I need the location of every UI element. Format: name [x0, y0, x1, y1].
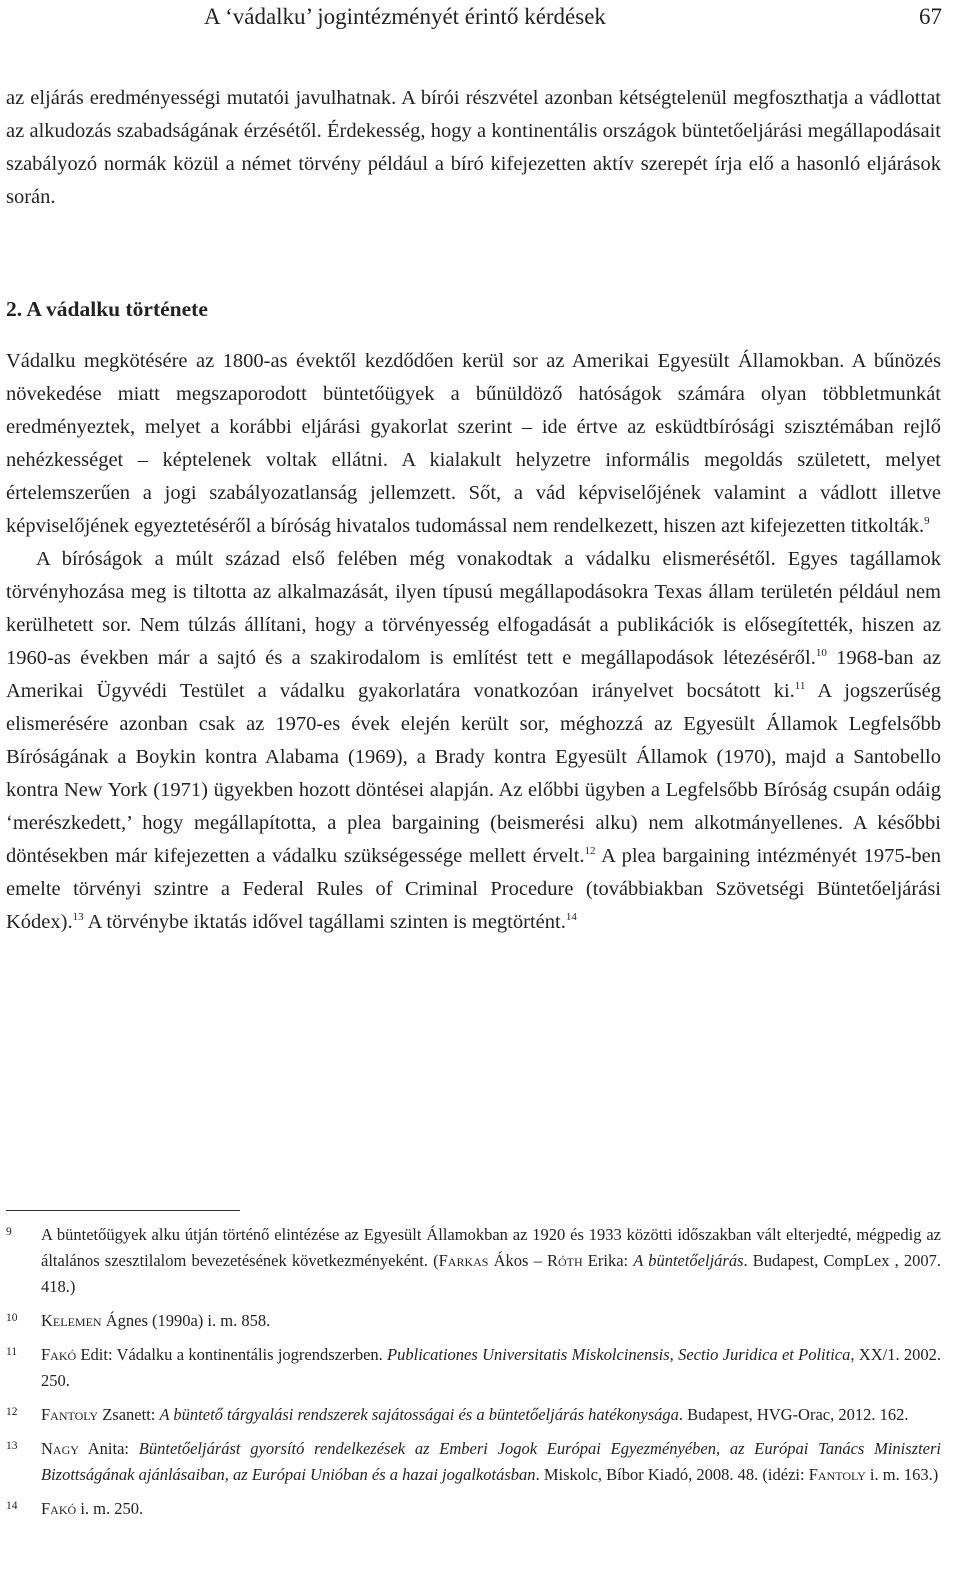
paragraph-history-1: Vádalku megkötésére az 1800-as évektől kezdődően kerül sor az Amerikai Egyesült Államokban. A bűnözés növekedése miatt megszaporodott büntetőügyek a bűnüldöző hatóságok számára olyan többletmunkát eredményeztek, melyet a korábbi eljárási gyakorlat szerint – ide értve az esküdtbírósági szisztémában rejlő nehézkességet – képtelenek voltak ellátni. A kialakult helyzetre informális megoldás született, melyet értelemszerűen a jogi szabályozatlanság jellemzett. Sőt, a vád képviselőjének valamint a vádlott illetve képviselőjének egyeztetéséről a bíróság hivatalos tudomással nem rendelkezett, hiszen azt kifejezetten titkolták.$^9$ — [6, 350, 941, 537]
footnote-number: 11 — [6, 1346, 18, 1358]
footnote-12: 12 Fantoly Zsanett: A büntető tárgyalási rendszerek sajátosságai és a büntetőeljárás hatékonysága. Budapest, HVG-Orac, 2012. 162. — [6, 1402, 941, 1428]
footnote-13: 13 Nagy Anita: Büntetőeljárást gyorsító rendelkezések az Emberi Jogok Európai Egyezményében, az Európai Tanács Miniszteri Bizottságának ajánlásaiban, az Európai Unióban és a hazai jogalkotásban. Miskolc, Bíbor Kiadó, 2008. 48. (idézi: Fantoly i. m. 163.) — [6, 1436, 941, 1488]
footnote-number: 14 — [6, 1500, 18, 1512]
footnote-10: 10 Kelemen Ágnes (1990a) i. m. 858. — [6, 1308, 941, 1334]
footnote-divider — [6, 1210, 240, 1211]
footnote-number: 9 — [6, 1226, 12, 1238]
footnote-ref-10[interactable]: 10 — [815, 647, 827, 660]
footnote-ref-13[interactable]: 13 — [72, 911, 84, 924]
page-number: 67 — [919, 4, 942, 29]
footnote-9: 9 A büntetőügyek alku útján történő elintézése az Egyesült Államokban az 1920 és 1933 közötti időszakban vált elterjedté, mégpedig az általános szesztilalom bevezetésének következményeként. (Farkas Ákos – Róth Erika: A büntetőeljárás. Budapest, CompLex , 2007. 418.) — [6, 1222, 941, 1300]
footnote-11: 11 Fakó Edit: Vádalku a kontinentális jogrendszerben. Publicationes Universitatis Miskolcinensis, Sectio Juridica et Politica, XX/1. 2002. 250. — [6, 1342, 941, 1394]
intro-paragraph: az eljárás eredményességi mutatói javulhatnak. A bírói részvétel azonban kétségtelenül megfoszthatja a vádlottat az alkudozás szabadságának érzésétől. Érdekesség, hogy a kontinentális országok büntetőeljárási megállapodásait szabályozó normák közül a német törvény például a bíró kifejezetten aktív szerepét írja elő a hasonló eljárások során. — [6, 87, 941, 208]
footnote-number: 10 — [6, 1312, 18, 1324]
section-heading: 2. A vádalku története — [6, 297, 208, 321]
footnote-ref-14[interactable]: 14 — [565, 911, 577, 924]
footnote-number: 13 — [6, 1440, 18, 1452]
footnote-ref-11[interactable]: 11 — [794, 680, 806, 693]
section-body — [6, 345, 941, 939]
running-title: A ‘vádalku’ jogintézményét érintő kérdések — [204, 4, 606, 29]
footnote-14: 14 Fakó i. m. 250. — [6, 1496, 941, 1522]
footnote-number: 12 — [6, 1406, 18, 1418]
footnote-ref-9[interactable]: 9 — [924, 515, 930, 528]
footnote-ref-12[interactable]: 12 — [584, 845, 596, 858]
paragraph-history-2: A bíróságok a múlt század első felében még vonakodtak a vádalku elismerésétől. Egyes tagállamok törvényhozása meg is tiltotta az alkalmazását, ilyen típusú megállapodásokra Texas állam területén például nem kerülhetett sor. Nem túlzás állítani, hogy a törvényesség elfogadását a publikációk is elősegítették, hiszen az 1960-as években már a sajtó és a szakirodalom is említést tett e megállapodások létezéséről.$^{10}$ 1968-ban az Amerikai Ügyvédi Testület a vádalku gyakorlatára vonatkozóan irányelvet bocsátott ki.$^{11}$ A jogszerűség elismerésére azonban csak az 1970-es évek elején került sor, méghozzá az Egyesült Államok Legfelsőbb Bíróságának a Boykin kontra Alabama (1969), a Brady kontra Egyesült Államok (1970), majd a Santobello kontra New York (1971) ügyekben hozott döntései alapján. Az előbbi ügyben a Legfelsőbb Bíróság csupán odáig ‘merészkedett,’ hogy megállapította, a plea bargaining (beismerési alku) nem alkotmányellenes. A későbbi döntésekben már kifejezetten a vádalku szükségessége mellett érvelt.$^{12}$ A plea bargaining intézményét 1975-ben emelte törvényi szintre a Federal Rules of Criminal Procedure (továbbiakban Szövetségi Büntetőeljárási Kódex).$^{13}$ A törvénybe iktatás idővel tagállami szinten is megtörtént.$^{14}$ — [6, 548, 941, 933]
footnotes — [6, 1222, 941, 1530]
